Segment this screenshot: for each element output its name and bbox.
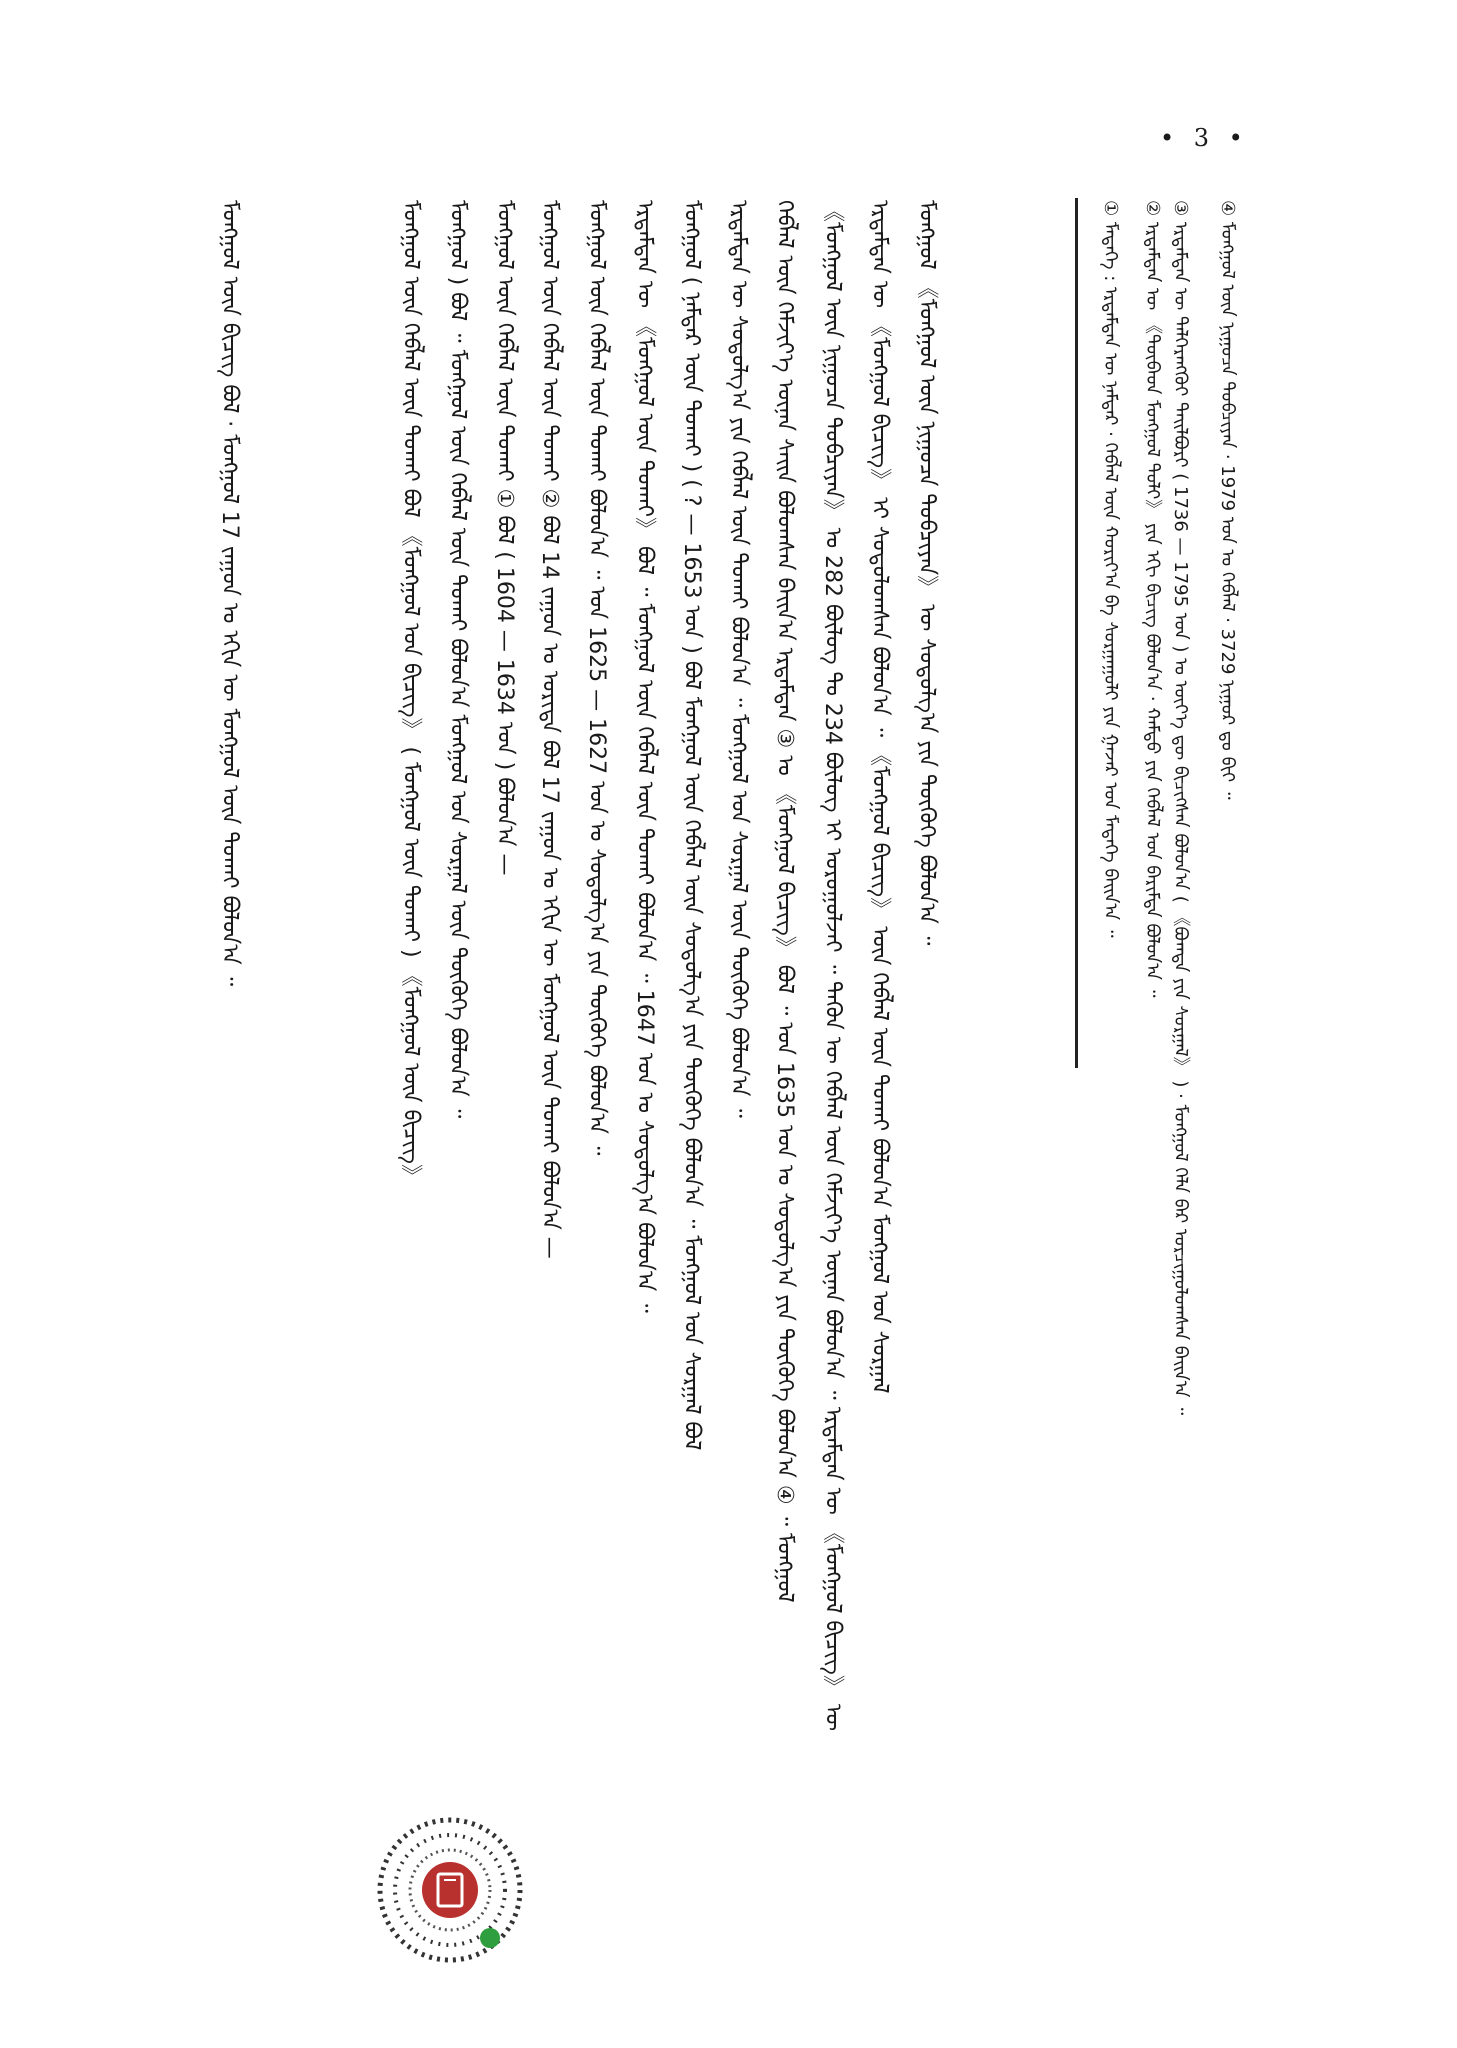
body-column-1: ᠮᠣᠩᠭᠣᠯ 《ᠮᠣᠩᠭᠣᠯ ᠦᠨ ᠨᠢᠭᠤᠴᠠ ᠲᠣᠪᠴᠢᠶᠠᠨ》 ᠦ ᠰᠤᠳᠤᠯᠭ᠎ᠠ ᠶᠢᠨ ᠲᠦᠭᠦᠬᠡ ᠪᠣᠯᠤᠨ᠎ᠠ ᠃ — [914, 200, 939, 946]
body-column-5: ᠡᠷᠳᠡᠮᠲᠡᠨ ᠦ ᠰᠤᠳᠤᠯᠭ᠎ᠠ ᠶᠢᠨ ᠬᠡᠪᠯᠡᠯ ᠦᠨ ᠲᠤᠬᠠᠢ ᠪᠣᠯᠤᠨ᠎ᠠ ᠃ ᠮᠣᠩᠭᠣᠯ ᠤᠨ ᠰᠤᠷᠭᠠᠯ ᠦᠨ ᠲᠦᠭᠦᠬᠡ ᠪᠣᠯᠤᠨ᠎ᠠ ᠃ — [726, 200, 751, 1118]
body-column-11: ᠮᠣᠩᠭᠣᠯ ) ᠪᠣᠯ ᠃ ᠮᠣᠩᠭᠣᠯ ᠦᠨ ᠬᠡᠪᠯᠡᠯ ᠦᠨ ᠲᠤᠬᠠᠢ ᠪᠣᠯᠤᠨ᠎ᠠ ᠮᠣᠩᠭᠣᠯ ᠤᠨ ᠰᠤᠷᠭᠠᠯ ᠦᠨ ᠲᠦᠭᠦᠬᠡ ᠪᠣᠯᠤᠨ᠎ᠠ ᠃ — [445, 200, 470, 1119]
body-column-13: ᠮᠣᠩᠭᠣᠯ ᠦᠨ ᠪᠢᠴᠢᠭ ᠪᠣᠯ · ᠮᠣᠩᠭᠣᠯ 17 ᠵᠠᠭᠤᠨ ᠤ ᠡᠬᠢᠨ ᠦ ᠮᠣᠩᠭᠣᠯ ᠦᠨ ᠲᠤᠬᠠᠢ ᠪᠣᠯᠤᠨ᠎ᠠ ᠃ — [217, 200, 242, 987]
body-column-9: ᠮᠣᠩᠭᠣᠯ ᠦᠨ ᠬᠡᠪᠯᠡᠯ ᠦᠨ ᠲᠤᠬᠠᠢ ② ᠪᠣᠯ 14 ᠵᠠᠭᠤᠨ ᠤ ᠤᠷᠢᠳᠠ ᠪᠣᠯ 17 ᠵᠠᠭᠤᠨ ᠤ ᠡᠬᠢᠨ ᠦ ᠮᠣᠩᠭᠣᠯ ᠦᠨ ᠲᠤᠬᠠᠢ ᠪᠣᠯᠤᠨ᠎ᠠ — — [537, 200, 562, 1259]
body-column-2: ᠡᠷᠳᠡᠮᠲᠡᠨ ᠦ 《ᠮᠣᠩᠭᠣᠯ ᠪᠢᠴᠢᠭ》 ᠢ ᠰᠤᠳᠤᠯᠤᠭᠰᠠᠨ ᠪᠣᠯᠤᠨ᠎ᠠ ᠃ 《ᠮᠣᠩᠭᠣᠯ ᠪᠢᠴᠢᠭ》 ᠦᠨ ᠬᠡᠪᠯᠡᠯ ᠦᠨ ᠲᠤᠬᠠᠢ ᠪᠣᠯᠤᠨ᠎ᠠ ᠮᠣᠩᠭᠣᠯ ᠤᠨ ᠰᠤᠷᠭᠠᠯ — [867, 200, 892, 1394]
footnote-divider — [1075, 198, 1078, 1068]
body-column-10: ᠮᠣᠩᠭᠣᠯ ᠦᠨ ᠬᠡᠪᠯᠡᠯ ᠦᠨ ᠲᠤᠬᠠᠢ ① ᠪᠣᠯ ( 1604 — 1634 ᠣᠨ ) ᠪᠣᠯᠤᠨ᠎ᠠ — — [492, 200, 517, 876]
body-column-6: ᠮᠣᠩᠭᠣᠯ ( ᠨᠠᠮᠲᠠᠷ ᠦᠨ ᠲᠤᠬᠠᠢ ) ( ? — 1653 ᠣᠨ ) ᠪᠣᠯ ᠮᠣᠩᠭᠣᠯ ᠦᠨ ᠬᠡᠪᠯᠡᠯ ᠦᠨ ᠰᠤᠳᠤᠯᠭ᠎ᠠ ᠶᠢᠨ ᠲᠦᠭᠦᠬᠡ ᠪᠣᠯᠤᠨ᠎ᠠ ᠃ ᠮᠣᠩᠭᠣᠯ ᠤᠨ ᠰᠤᠷᠭᠠᠯ ᠪᠣᠯ — [679, 200, 704, 1451]
footnote-3: ③ ᠡᠷᠳᠡᠮᠲᠡᠨ ᠦ ᠳᠡᠯᠭᠡᠷᠡᠩᠭᠦᠢ ᠲᠠᠢᠯᠪᠤᠷᠢ ( 1736 — 1795 ᠣᠨ ) ᠤ ᠦᠶ᠎ᠡ ᠳᠦ ᠪᠢᠴᠢᠭᠰᠡᠨ ᠪᠣᠯᠤᠨ᠎ᠠ ( 《ᠪᠣᠭᠳᠠ ᠶᠢᠨ ᠰᠤᠷᠭᠠᠯ》 ) · ᠮᠣᠩᠭᠣᠯ ᠬᠡᠯᠡ ᠪᠡᠷ ᠣᠷᠴᠢᠭᠤᠯᠤᠭᠰᠠᠨ ᠪᠠᠢᠨ᠎ᠠ ᠃ — [1170, 200, 1191, 1416]
body-column-4: ᠬᠡᠪᠯᠡᠯ ᠦᠨ ᠬᠡᠮᠵᠢᠶ᠎ᠡ ᠦᠨᠡᠨ ᠰᠠᠢᠨ ᠪᠣᠯᠤᠭᠰᠠᠨ ᠪᠠᠢᠨ᠎ᠠ ᠡᠷᠳᠡᠮᠲᠡᠨ ③ ᠤ 《ᠮᠣᠩᠭᠣᠯ ᠪᠢᠴᠢᠭ》 ᠪᠣᠯ ᠃ ᠣᠨ 1635 ᠣᠨ ᠤ ᠰᠤᠳᠤᠯᠭ᠎ᠠ ᠶᠢᠨ ᠲᠦᠭᠦᠬᠡ ᠪᠣᠯᠤᠨ᠎ᠠ ④ ᠃ ᠮᠣᠩᠭᠣᠯ — [772, 200, 797, 1603]
footnote-2: ② ᠡᠷᠳᠡᠮᠲᠡᠨ ᠦ 《ᠲᠥᠪᠡᠳ ᠮᠣᠩᠭᠣᠯ ᠲᠣᠯᠢ》 ᠶᠢᠨ ᠡᠬᠢ ᠪᠢᠴᠢᠭ ᠪᠣᠯᠤᠨ᠎ᠠ · ᠬᠠᠮᠲᠤ ᠶᠢᠨ ᠬᠡᠪᠯᠡᠯ ᠤᠨ ᠪᠠᠷᠢᠮᠲᠠ ᠪᠣᠯᠤᠨ᠎ᠠ ᠃ — [1142, 200, 1163, 998]
body-column-3: 《ᠮᠣᠩᠭᠣᠯ ᠦᠨ ᠨᠢᠭᠤᠴᠠ ᠲᠣᠪᠴᠢᠶᠠᠨ》 ᠤ 282 ᠪᠦᠯᠦᠭ ᠲᠤ 234 ᠪᠦᠯᠦᠭ ᠢ ᠣᠷᠣᠭᠤᠯᠵᠠᠢ ᠃ ᠲᠡᠭᠦᠨ ᠦ ᠬᠡᠪᠯᠡᠯ ᠦᠨ ᠬᠡᠮᠵᠢᠶ᠎ᠡ ᠦᠨᠡᠨ ᠪᠣᠯᠤᠨ᠎ᠠ ᠃ ᠡᠷᠳᠡᠮᠲᠡᠨ ᠦ 《ᠮᠣᠩᠭᠣᠯ ᠪᠢᠴᠢᠭ》 ᠦ — [820, 200, 845, 1732]
footnote-1: ① ᠮᠡᠳᠡᠭᠡ : ᠡᠷᠳᠡᠮᠲᠡᠨ ᠦ ᠨᠠᠮᠲᠠᠷ · ᠬᠡᠪᠯᠡᠯ ᠦᠨ ᠬᠣᠷᠢᠶ᠎ᠠ ᠪᠠ ᠰᠤᠷᠭᠠᠭᠤᠯᠢ ᠶᠢᠨ ᠭᠠᠵᠠᠷ ᠤᠨ ᠮᠡᠳᠡᠭᠡ ᠪᠠᠢᠨ᠎ᠠ ᠃ — [1100, 200, 1121, 938]
footnote-4: ④ ᠮᠣᠩᠭᠣᠯ ᠦᠨ ᠨᠢᠭᠤᠴᠠ ᠲᠣᠪᠴᠢᠶᠠᠨ · 1979 ᠣᠨ ᠤ ᠬᠡᠪᠯᠡᠯ · 3729 ᠨᠢᠭᠤᠷ ᠳᠤ ᠪᠢᠢ ᠃ — [1217, 200, 1238, 800]
body-column-8: ᠮᠣᠩᠭᠣᠯ ᠦᠨ ᠬᠡᠪᠯᠡᠯ ᠦᠨ ᠲᠤᠬᠠᠢ ᠪᠣᠯᠤᠨ᠎ᠠ ᠃ ᠣᠨ 1625 — 1627 ᠣᠨ ᠤ ᠰᠤᠳᠤᠯᠭ᠎ᠠ ᠶᠢᠨ ᠲᠦᠭᠦᠬᠡ ᠪᠣᠯᠤᠨ᠎ᠠ ᠃ — [584, 200, 609, 1156]
body-column-12: ᠮᠣᠩᠭᠣᠯ ᠦᠨ ᠬᠡᠪᠯᠡᠯ ᠦᠨ ᠲᠤᠬᠠᠢ ᠪᠣᠯ 《ᠮᠣᠩᠭᠣᠯ ᠤᠨ ᠪᠢᠴᠢᠭ》 ( ᠮᠣᠩᠭᠣᠯ ᠦᠨ ᠲᠤᠬᠠᠢ ) 《ᠮᠣᠩᠭᠣᠯ ᠦᠨ ᠪᠢᠴᠢᠭ》 — [398, 200, 423, 1186]
page-number: • 3 • — [1160, 124, 1249, 152]
qr-code-icon[interactable] — [370, 1810, 530, 1970]
body-column-7: ᠡᠷᠳᠡᠮᠲᠡᠨ ᠦ 《ᠮᠣᠩᠭᠣᠯ ᠦᠨ ᠲᠤᠬᠠᠢ》 ᠪᠣᠯ ᠃ ᠮᠣᠩᠭᠣᠯ ᠦᠨ ᠬᠡᠪᠯᠡᠯ ᠦᠨ ᠲᠤᠬᠠᠢ ᠪᠣᠯᠤᠨ᠎ᠠ ᠃ 1647 ᠣᠨ ᠤ ᠰᠤᠳᠤᠯᠭ᠎ᠠ ᠪᠣᠯᠤᠨ᠎ᠠ ᠃ — [632, 200, 657, 1313]
